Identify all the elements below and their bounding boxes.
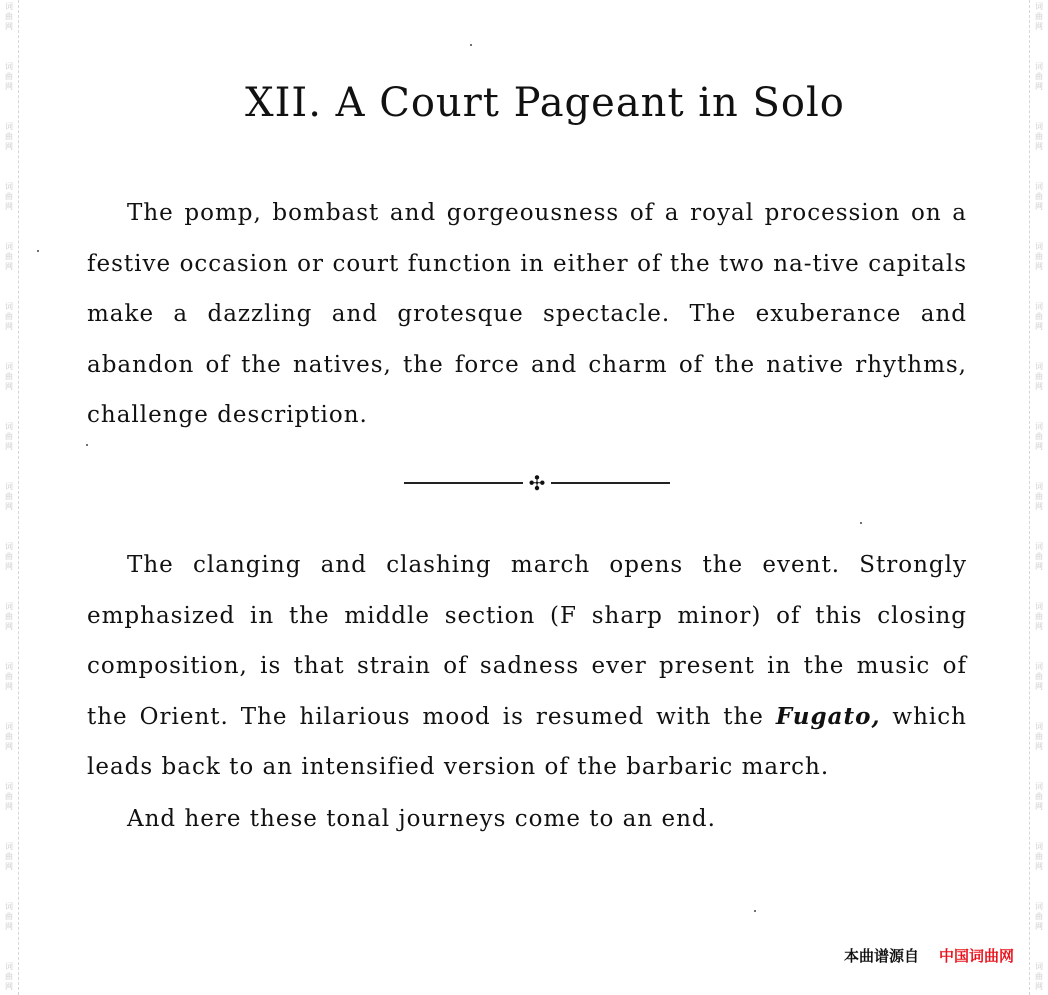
watermark-char: 曲 <box>1035 312 1043 321</box>
scan-speck <box>470 44 472 46</box>
watermark-glyph-group <box>0 722 18 752</box>
watermark-glyph-group <box>1030 722 1048 752</box>
watermark-char: 曲 <box>1035 852 1043 861</box>
watermark-glyph-group <box>1030 842 1048 872</box>
watermark-char: 词 <box>5 122 13 131</box>
watermark-char: 网 <box>1035 502 1043 511</box>
watermark-glyph-group <box>1030 782 1048 812</box>
source-label: 本曲谱源自 <box>843 947 919 965</box>
watermark-glyph-group <box>0 842 18 872</box>
watermark-char: 词 <box>5 542 13 551</box>
watermark-char: 网 <box>5 622 13 631</box>
watermark-char: 曲 <box>1035 372 1043 381</box>
watermark-glyph-group <box>0 122 18 152</box>
watermark-char: 网 <box>5 922 13 931</box>
watermark-char: 网 <box>1035 262 1043 271</box>
watermark-char: 网 <box>5 202 13 211</box>
watermark-glyph-group <box>0 182 18 212</box>
watermark-char: 网 <box>1035 442 1043 451</box>
watermark-glyph-group <box>0 962 18 992</box>
watermark-char: 词 <box>1035 662 1043 671</box>
scan-speck <box>86 444 88 446</box>
watermark-char: 曲 <box>5 432 13 441</box>
watermark-char: 曲 <box>5 972 13 981</box>
watermark-glyph-group <box>1030 902 1048 932</box>
watermark-char: 词 <box>5 722 13 731</box>
watermark-char: 网 <box>5 82 13 91</box>
watermark-char: 曲 <box>1035 252 1043 261</box>
watermark-char: 曲 <box>1035 612 1043 621</box>
divider-rule-left <box>404 482 523 484</box>
watermark-char: 词 <box>1035 242 1043 251</box>
watermark-glyph-group <box>1030 122 1048 152</box>
watermark-char: 曲 <box>1035 792 1043 801</box>
watermark-glyph-group <box>0 602 18 632</box>
watermark-char: 网 <box>1035 802 1043 811</box>
paragraph-1: The pomp, bombast and gorgeousness of a royal procession on a festive occasion or court function in either of the two na-tive capitals make a dazzling and grotesque spectacle. The exuberance and abandon of the natives, the force and charm of the native rhythms, challenge description. <box>87 200 967 428</box>
watermark-char: 词 <box>5 842 13 851</box>
watermark-char: 曲 <box>5 552 13 561</box>
watermark-char: 曲 <box>5 732 13 741</box>
watermark-char: 词 <box>1035 2 1043 11</box>
watermark-glyph-group <box>1030 302 1048 332</box>
divider-ornament-icon: ✣ <box>528 471 546 495</box>
watermark-char: 网 <box>5 382 13 391</box>
watermark-glyph-group <box>1030 962 1048 992</box>
watermark-char: 网 <box>5 442 13 451</box>
watermark-char: 网 <box>1035 682 1043 691</box>
watermark-char: 词 <box>1035 902 1043 911</box>
watermark-char: 词 <box>1035 602 1043 611</box>
paragraph-2-text-b: which leads back to an intensified version of the barbaric march. <box>87 703 967 780</box>
watermark-glyph-group <box>0 302 18 332</box>
watermark-char: 网 <box>5 262 13 271</box>
watermark-char: 曲 <box>5 492 13 501</box>
watermark-char: 网 <box>1035 922 1043 931</box>
watermark-char: 曲 <box>1035 912 1043 921</box>
watermark-char: 网 <box>1035 22 1043 31</box>
watermark-char: 曲 <box>5 372 13 381</box>
site-name: 中国词曲网 <box>938 947 1014 965</box>
watermark-char: 网 <box>5 802 13 811</box>
scan-speck <box>754 910 756 912</box>
watermark-char: 词 <box>5 62 13 71</box>
watermark-char: 词 <box>1035 722 1043 731</box>
fugato-term: Fugato, <box>775 702 881 730</box>
watermark-glyph-group <box>1030 242 1048 272</box>
watermark-glyph-group <box>0 422 18 452</box>
watermark-char: 网 <box>1035 862 1043 871</box>
watermark-char: 曲 <box>5 192 13 201</box>
watermark-char: 曲 <box>5 912 13 921</box>
watermark-char: 网 <box>5 982 13 991</box>
watermark-char: 网 <box>5 562 13 571</box>
watermark-char: 词 <box>5 962 13 971</box>
watermark-char: 网 <box>5 22 13 31</box>
watermark-char: 网 <box>5 682 13 691</box>
watermark-char: 曲 <box>1035 972 1043 981</box>
watermark-char: 网 <box>5 862 13 871</box>
watermark-char: 曲 <box>1035 432 1043 441</box>
watermark-char: 词 <box>5 902 13 911</box>
watermark-char: 词 <box>5 782 13 791</box>
watermark-char: 词 <box>1035 422 1043 431</box>
watermark-char: 词 <box>5 2 13 11</box>
watermark-glyph-group <box>1030 422 1048 452</box>
watermark-char: 词 <box>1035 122 1043 131</box>
section-divider <box>404 470 670 496</box>
watermark-char: 网 <box>1035 382 1043 391</box>
watermark-glyph-group <box>0 482 18 512</box>
watermark-char: 网 <box>1035 202 1043 211</box>
watermark-char: 网 <box>5 142 13 151</box>
watermark-char: 曲 <box>5 312 13 321</box>
watermark-char: 曲 <box>1035 672 1043 681</box>
watermark-char: 词 <box>1035 842 1043 851</box>
paragraph-2-text-a: The clanging and clashing march opens the event. Strongly emphasized in the middle section (F sharp minor) of this closing composition, is that strain of sadness ever present in the music of the Orient. The hilarious mood is resumed with the <box>87 552 967 730</box>
watermark-glyph-group <box>0 242 18 272</box>
paragraph-3: And here these tonal journeys come to an end. <box>127 806 716 832</box>
watermark-char: 网 <box>1035 562 1043 571</box>
watermark-glyph-group <box>0 2 18 32</box>
watermark-char: 曲 <box>1035 192 1043 201</box>
watermark-char: 词 <box>1035 542 1043 551</box>
watermark-glyph-group <box>1030 2 1048 32</box>
watermark-glyph-group <box>0 902 18 932</box>
watermark-char: 网 <box>1035 622 1043 631</box>
watermark-char: 词 <box>5 662 13 671</box>
watermark-glyph-group <box>1030 482 1048 512</box>
watermark-char: 曲 <box>1035 12 1043 21</box>
watermark-char: 曲 <box>5 792 13 801</box>
watermark-char: 词 <box>5 482 13 491</box>
watermark-glyph-group <box>1030 182 1048 212</box>
page-title: XII. A Court Pageant in Solo <box>245 80 845 126</box>
watermark-char: 网 <box>5 742 13 751</box>
watermark-char: 词 <box>1035 182 1043 191</box>
scan-speck <box>860 522 862 524</box>
watermark-char: 词 <box>5 242 13 251</box>
watermark-glyph-group <box>1030 662 1048 692</box>
divider-rule-right <box>551 482 670 484</box>
watermark-char: 网 <box>1035 142 1043 151</box>
watermark-char: 词 <box>1035 962 1043 971</box>
watermark-char: 词 <box>5 302 13 311</box>
watermark-char: 网 <box>1035 982 1043 991</box>
watermark-char: 网 <box>1035 82 1043 91</box>
watermark-char: 词 <box>1035 362 1043 371</box>
watermark-char: 曲 <box>1035 552 1043 561</box>
watermark-glyph-group <box>0 362 18 392</box>
paragraph-2 <box>87 540 967 793</box>
watermark-char: 曲 <box>5 852 13 861</box>
watermark-char: 词 <box>1035 62 1043 71</box>
watermark-char: 曲 <box>5 252 13 261</box>
watermark-glyph-group <box>1030 62 1048 92</box>
watermark-char: 曲 <box>5 12 13 21</box>
watermark-char: 网 <box>1035 742 1043 751</box>
watermark-glyph-group <box>1030 362 1048 392</box>
watermark-glyph-group <box>0 542 18 572</box>
source-footer <box>844 945 1014 966</box>
watermark-char: 曲 <box>1035 72 1043 81</box>
watermark-char: 曲 <box>1035 492 1043 501</box>
watermark-glyph-group <box>1030 602 1048 632</box>
watermark-char: 词 <box>5 602 13 611</box>
scan-speck <box>37 250 39 252</box>
watermark-glyph-group <box>0 782 18 812</box>
watermark-char: 词 <box>5 182 13 191</box>
watermark-char: 网 <box>5 502 13 511</box>
watermark-char: 词 <box>5 422 13 431</box>
watermark-char: 曲 <box>5 672 13 681</box>
watermark-char: 曲 <box>5 72 13 81</box>
watermark-char: 网 <box>1035 322 1043 331</box>
watermark-char: 曲 <box>1035 732 1043 741</box>
watermark-glyph-group <box>0 662 18 692</box>
watermark-char: 词 <box>1035 782 1043 791</box>
watermark-char: 网 <box>5 322 13 331</box>
watermark-char: 词 <box>5 362 13 371</box>
watermark-char: 词 <box>1035 302 1043 311</box>
watermark-char: 曲 <box>5 132 13 141</box>
watermark-glyph-group <box>1030 542 1048 572</box>
watermark-char: 曲 <box>1035 132 1043 141</box>
watermark-char: 曲 <box>5 612 13 621</box>
watermark-char: 词 <box>1035 482 1043 491</box>
watermark-glyph-group <box>0 62 18 92</box>
